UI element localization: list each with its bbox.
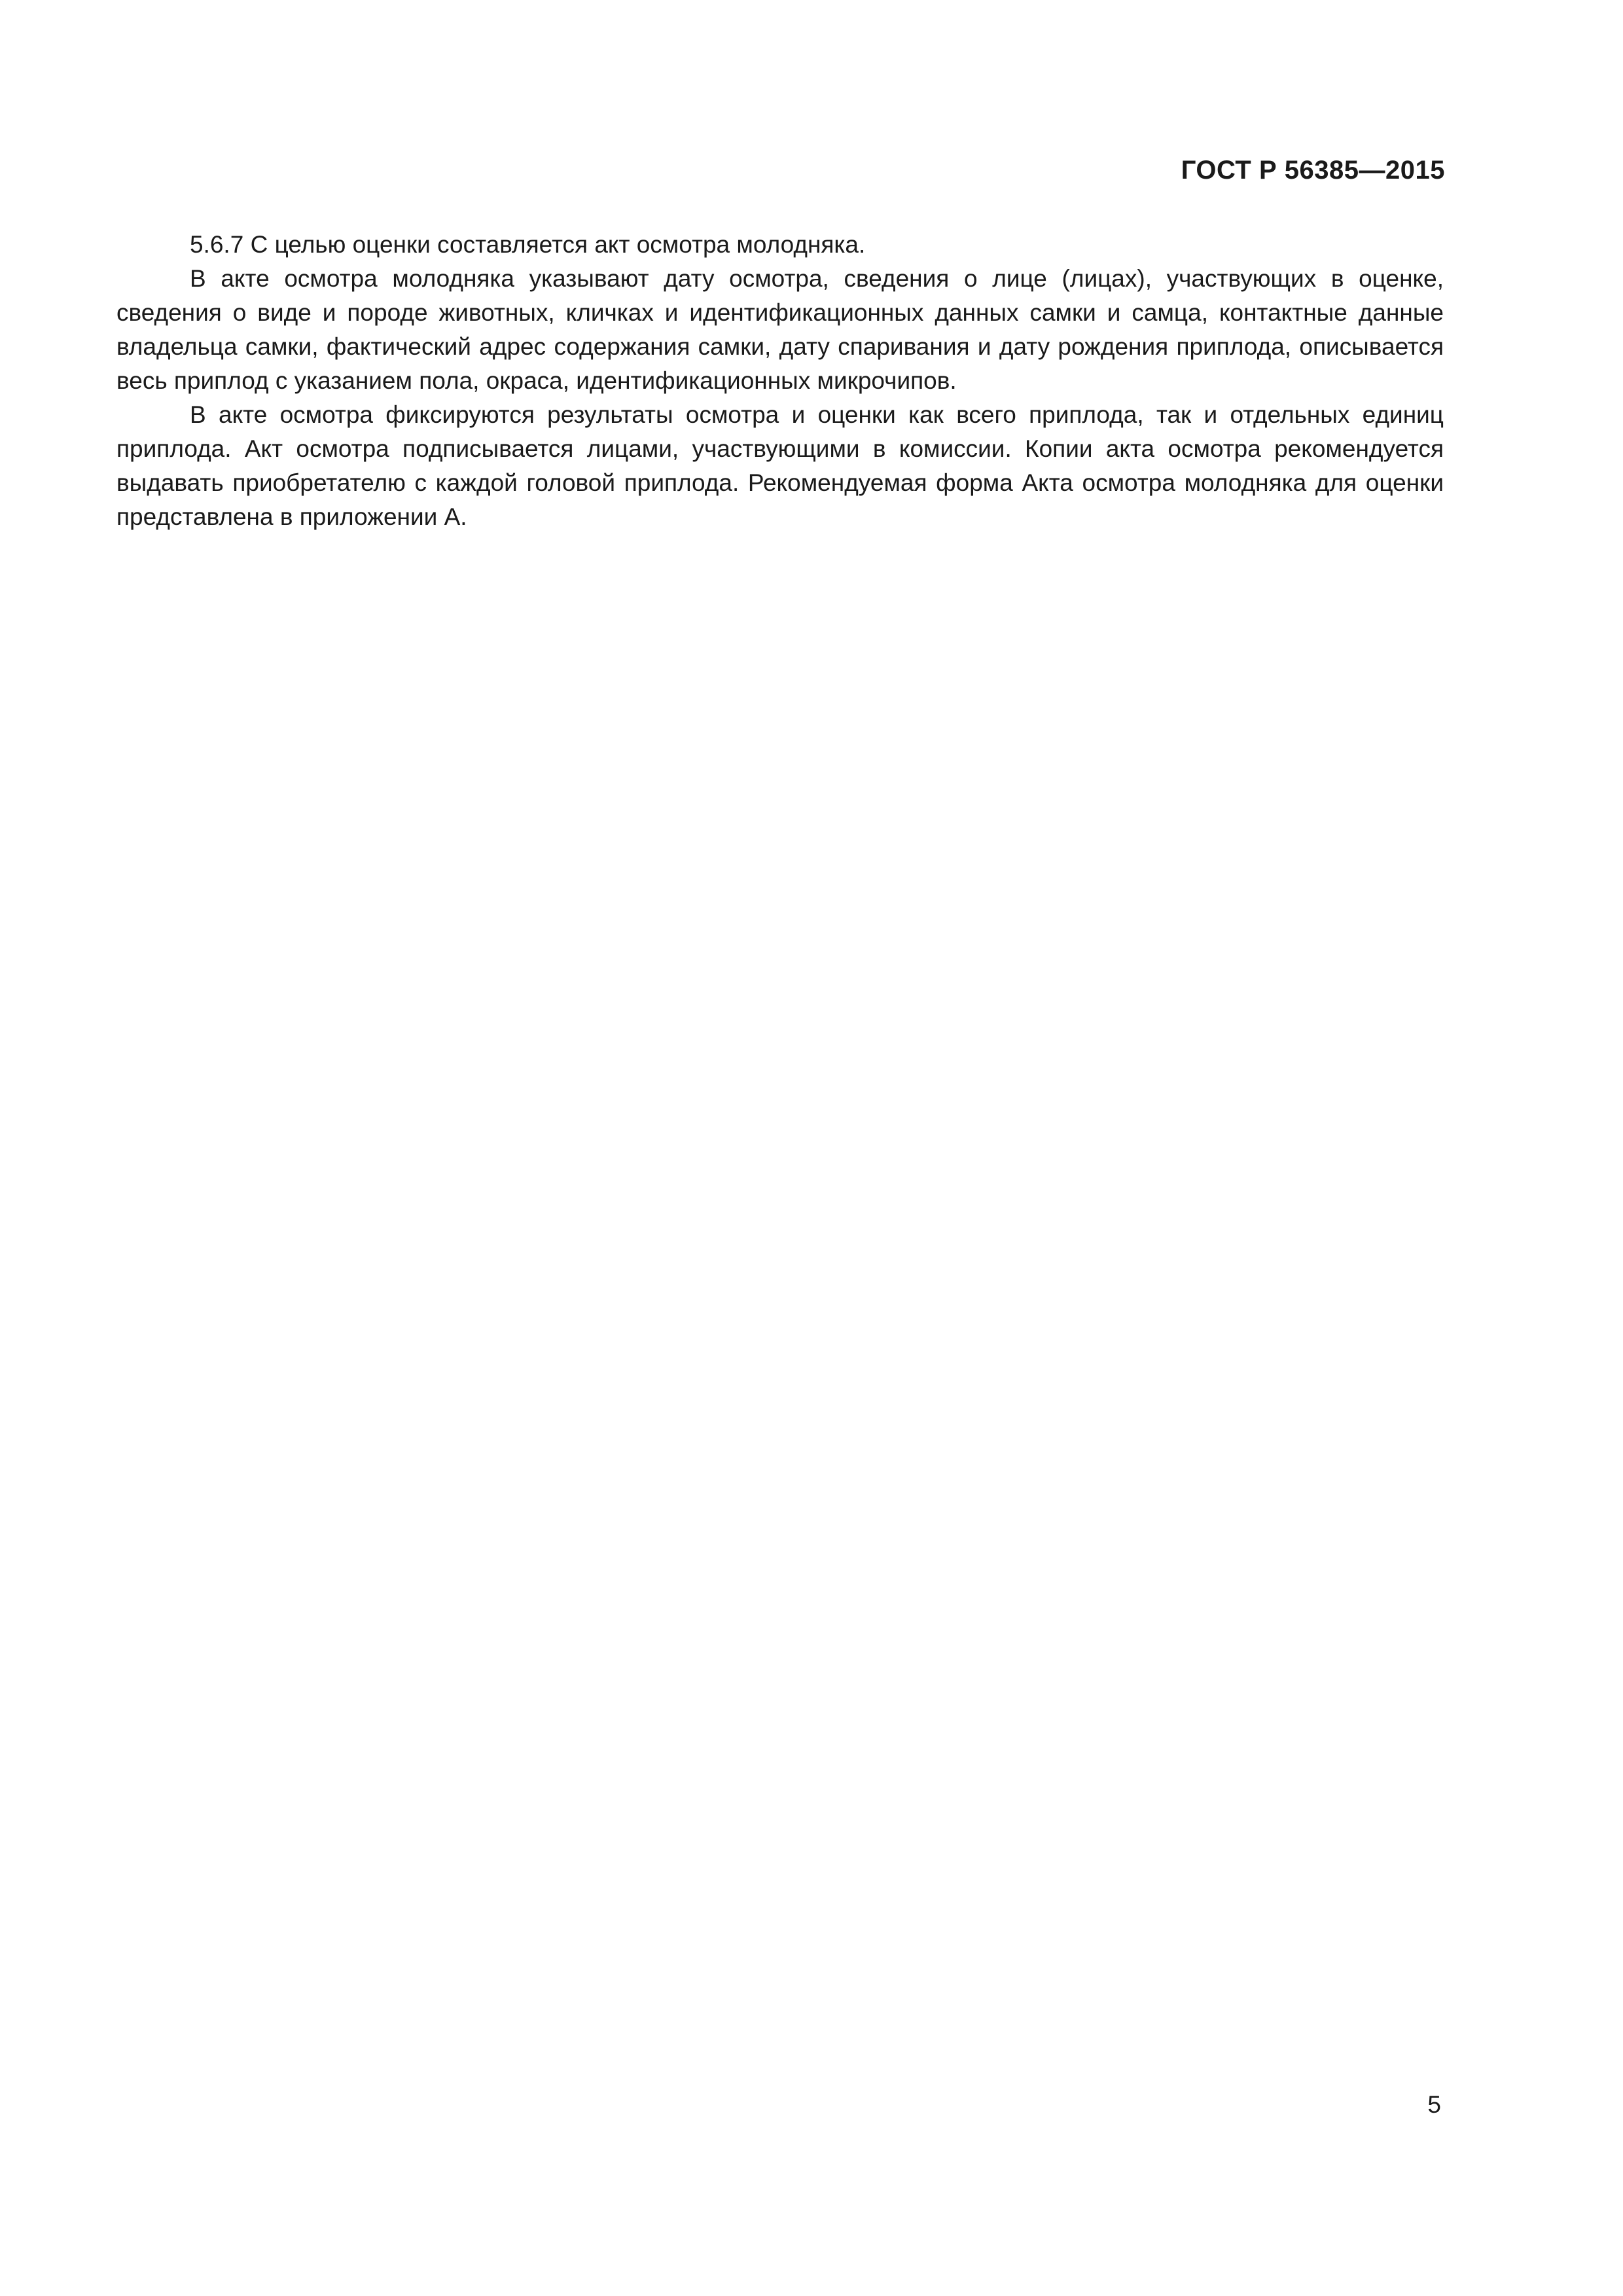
page-number: 5 — [1427, 2091, 1441, 2118]
document-code-header: ГОСТ Р 56385—2015 — [1181, 156, 1445, 185]
paragraph-inspection-contents: В акте осмотра молодняка указывают дату осмотра, сведения о лице (лицах), участвующих в оценке, сведения о виде и породе животных, кличках и идентификационных данных самки и самца, контактные данные владельца самки, фактический адрес содержания самки, дату спаривания и дату рождения приплода, описывается весь приплод с указанием пола, окраса, идентификационных микрочипов. — [116, 265, 1444, 394]
body-text — [116, 228, 1444, 534]
paragraph-inspection-results: В акте осмотра фиксируются результаты осмотра и оценки как всего приплода, так и отдельных единиц приплода. Акт осмотра подписывается лицами, участвующими в комиссии. Копии акта осмотра рекомендуется выдавать приобретателю с каждой головой приплода. Рекомендуемая форма Акта осмотра молодняка для оценки представлена в приложении А. — [116, 401, 1444, 530]
paragraph-clause-5-6-7: 5.6.7 С целью оценки составляется акт осмотра молодняка. — [190, 231, 866, 258]
